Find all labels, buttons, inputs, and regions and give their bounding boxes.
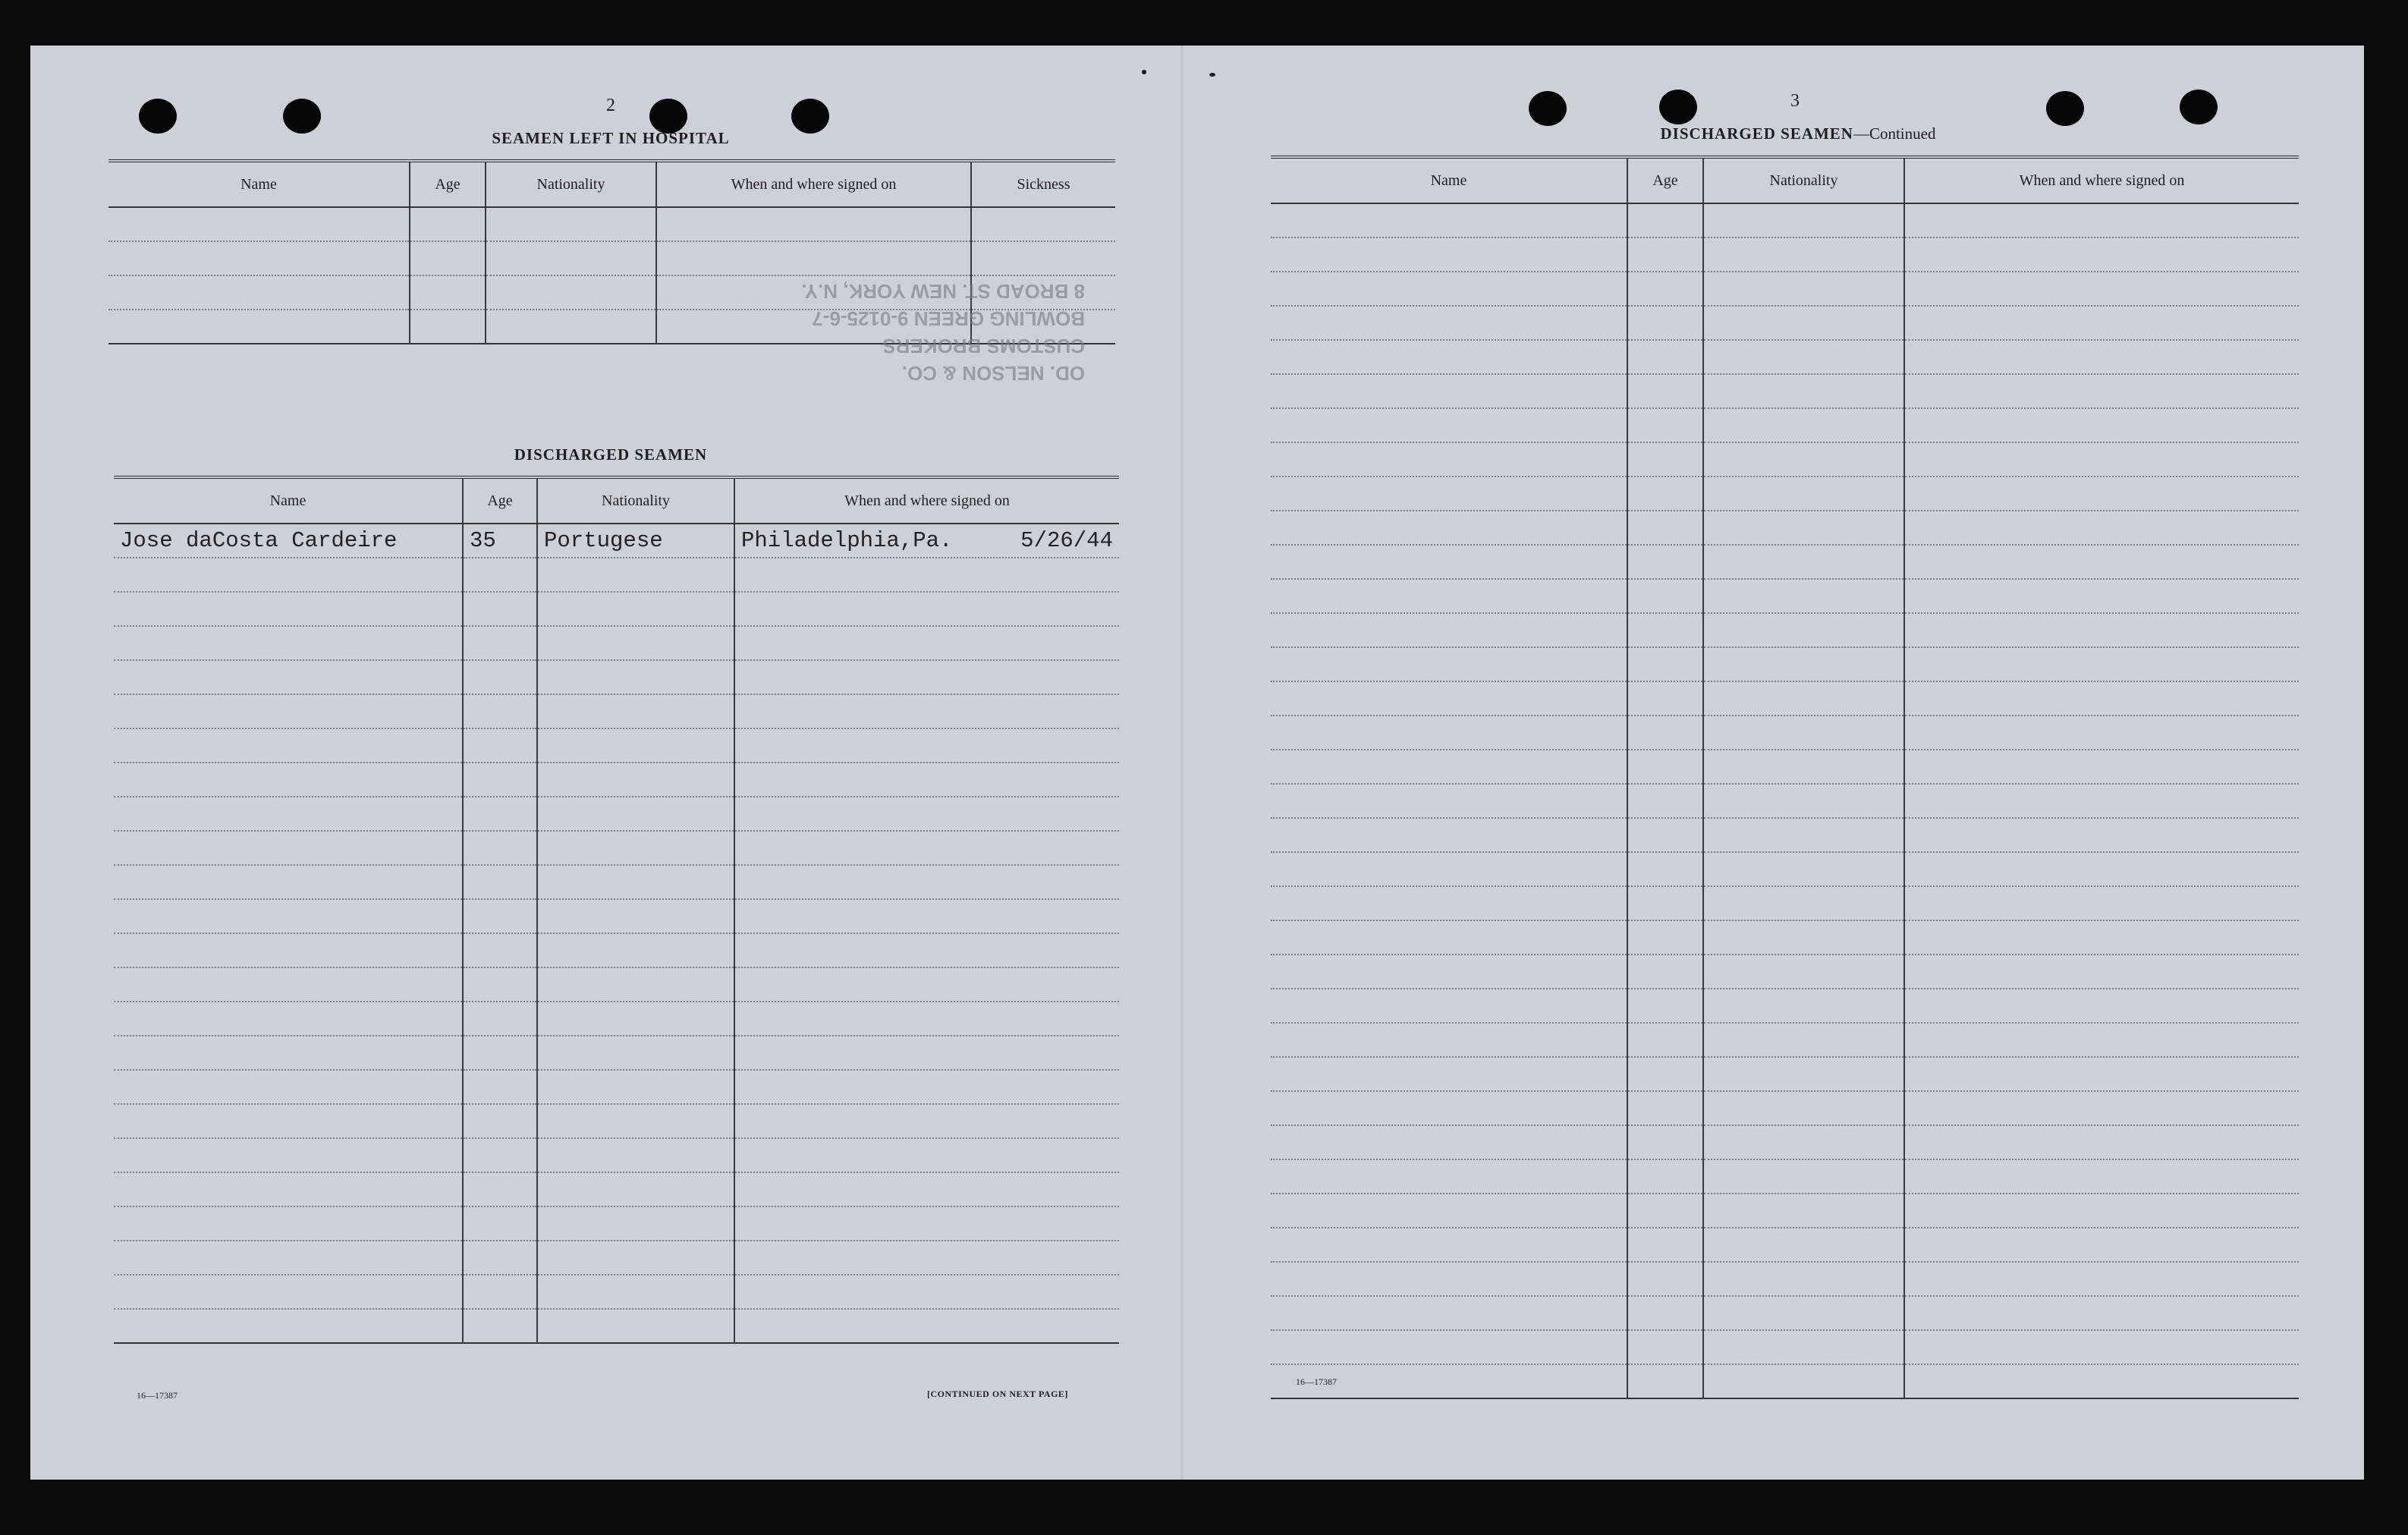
page-number-right: 3 [1790, 91, 1800, 111]
table-row [1271, 1330, 2299, 1364]
seaman-name: Jose daCosta Cardeire [114, 524, 463, 558]
table-row [114, 967, 1119, 1002]
table-row [1271, 340, 2299, 374]
page-number-left: 2 [606, 96, 615, 115]
binder-hole [283, 99, 321, 134]
table-row [114, 558, 1119, 592]
scan-mark [1142, 70, 1146, 74]
table-row [1271, 203, 2299, 237]
binder-hole [1529, 91, 1567, 126]
binder-hole [791, 99, 829, 134]
table-row [114, 1241, 1119, 1275]
table-row [1271, 647, 2299, 681]
table-row [114, 1036, 1119, 1070]
table-row [1271, 1023, 2299, 1057]
binder-hole [2046, 91, 2084, 126]
table-row [1271, 681, 2299, 716]
scan-mark [1209, 73, 1215, 77]
table-row [1271, 1228, 2299, 1262]
table-row [1271, 1057, 2299, 1091]
column-header-name: Name [108, 161, 410, 207]
table-row [114, 728, 1119, 763]
seaman-age: 35 [463, 524, 537, 558]
stamp-line: BOWLING GREEN 9-0125-6-7 [812, 307, 1085, 330]
discharged-continued-title [1593, 124, 2003, 143]
discharged-table [114, 476, 1119, 1344]
form-code-right: 16—17387 [1296, 1376, 1337, 1387]
column-header-signed-on: When and where signed on [734, 477, 1119, 524]
table-row [1271, 579, 2299, 613]
hospital-section-title: SEAMEN LEFT IN HOSPITAL [492, 129, 730, 147]
table-row [1271, 306, 2299, 340]
page-fold [1180, 46, 1184, 1480]
table-row [1271, 852, 2299, 886]
table-row [1271, 1125, 2299, 1159]
column-header-sickness: Sickness [971, 161, 1115, 207]
table-row [1271, 818, 2299, 852]
table-row [1271, 1296, 2299, 1330]
discharged-continued-table [1271, 156, 2299, 1399]
column-header-age: Age [463, 477, 537, 524]
column-header-nationality: Nationality [1703, 157, 1904, 203]
table-row [1271, 272, 2299, 306]
column-header-name: Name [114, 477, 463, 524]
table-header-row [114, 477, 1119, 524]
title-main: DISCHARGED SEAMEN [1660, 124, 1853, 143]
table-row [1271, 545, 2299, 579]
stamp-line: OD. NELSON & CO. [901, 362, 1085, 385]
table-row [114, 933, 1119, 967]
table-row [114, 1070, 1119, 1104]
table-row [114, 865, 1119, 899]
table-row [1271, 374, 2299, 408]
column-header-nationality: Nationality [537, 477, 734, 524]
table-row [114, 1172, 1119, 1206]
table-row [114, 1309, 1119, 1343]
table-row [114, 1002, 1119, 1036]
column-header-name: Name [1271, 157, 1627, 203]
table-row [1271, 442, 2299, 477]
table-row [1271, 408, 2299, 442]
table-row [114, 763, 1119, 797]
signed-on-place: Philadelphia,Pa. [741, 528, 953, 553]
column-header-age: Age [1627, 157, 1703, 203]
stamp-line: CUSTOMS BROKERS [882, 335, 1085, 357]
column-header-nationality: Nationality [486, 161, 656, 207]
customs-broker-stamp [728, 220, 1085, 387]
table-row [1271, 1262, 2299, 1296]
seaman-nationality: Portugese [537, 524, 734, 558]
column-header-age: Age [410, 161, 486, 207]
table-row [1271, 511, 2299, 545]
binder-hole [2180, 90, 2218, 124]
table-row [1271, 1159, 2299, 1194]
form-code-left: 16—17387 [137, 1390, 178, 1401]
table-row [1271, 750, 2299, 784]
table-row [1271, 613, 2299, 647]
table-row [114, 1104, 1119, 1138]
discharged-section-title: DISCHARGED SEAMEN [514, 445, 708, 464]
table-row [1271, 477, 2299, 511]
table-header-row [1271, 157, 2299, 203]
column-header-signed-on: When and where signed on [1904, 157, 2299, 203]
table-row [1271, 716, 2299, 750]
table-row [1271, 237, 2299, 272]
table-row [114, 1138, 1119, 1172]
table-row [114, 1275, 1119, 1309]
table-row [114, 1206, 1119, 1241]
table-row [1271, 989, 2299, 1023]
continued-note: [CONTINUED ON NEXT PAGE] [927, 1389, 1068, 1399]
column-header-signed-on: When and where signed on [656, 161, 971, 207]
table-row [114, 899, 1119, 933]
binder-hole [139, 99, 177, 134]
table-row [1271, 955, 2299, 989]
table-header-row [108, 161, 1115, 207]
table-row [114, 694, 1119, 728]
binder-hole [1659, 90, 1697, 124]
table-row [114, 797, 1119, 831]
table-row [114, 626, 1119, 660]
table-row [1271, 920, 2299, 955]
table-row [1271, 1091, 2299, 1125]
table-row [114, 524, 1119, 558]
table-row [114, 660, 1119, 694]
table-row [114, 831, 1119, 865]
table-row [114, 592, 1119, 626]
table-row [1271, 1194, 2299, 1228]
title-continued: —Continued [1853, 124, 1936, 143]
stamp-line: 8 BROAD ST. NEW YORK, N.Y. [801, 280, 1085, 303]
signed-on-date: 5/26/44 [1020, 528, 1113, 553]
table-row [1271, 784, 2299, 818]
table-row [1271, 1364, 2299, 1398]
table-row [1271, 886, 2299, 920]
